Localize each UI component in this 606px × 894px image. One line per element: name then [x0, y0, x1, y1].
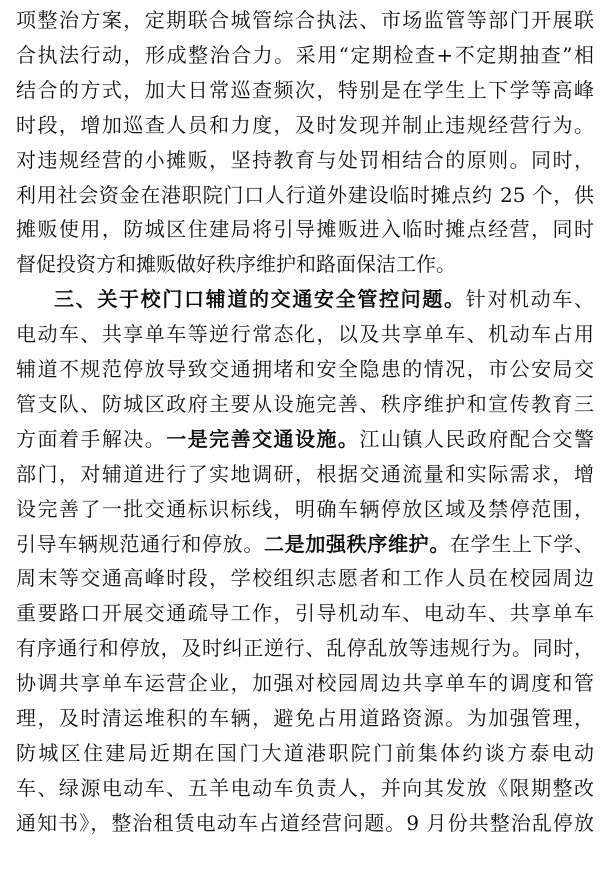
body-text: 利用社会资金在港职院门口人行道外建设临时摊点约 25 个，供 [16, 182, 594, 207]
text-line [16, 736, 594, 770]
body-text: 部门，对辅道进行了实地调研，根据交通流量和实际需求，增 [16, 461, 594, 486]
body-text: 结合的方式，加大日常巡查频次，特别是在学生上下学等高峰 [16, 77, 594, 102]
text-line [16, 422, 594, 456]
body-text: 摊贩使用，防城区住建局将引导摊贩进入临时摊点经营，同时 [16, 217, 594, 242]
body-text: 通知书》，整治租赁电动车占道经营问题。9 月份共整治乱停放 [16, 810, 594, 835]
body-text: 时段，增加巡查人员和力度，及时发现并制止违规经营行为。 [16, 112, 594, 137]
text-line [16, 806, 594, 840]
bold-heading-text: 一是完善交通设施。 [166, 426, 360, 451]
body-text: 管支队、防城区政府主要从设施完善、秩序维护和宣传教育三 [16, 391, 594, 416]
text-line [16, 3, 594, 37]
text-line [16, 666, 594, 700]
text-line [16, 527, 594, 561]
text-line [16, 771, 594, 805]
text-line [54, 282, 594, 316]
text-line [16, 631, 594, 665]
text-line [16, 212, 594, 246]
text-line [16, 561, 594, 595]
body-text: 车、绿源电动车、五羊电动车负责人，并向其发放《限期整改 [16, 775, 594, 800]
body-text: 理，及时清运堆积的车辆，避免占用道路资源。为加强管理， [16, 706, 594, 730]
text-line [16, 317, 594, 351]
body-text: 督促投资方和摊贩做好秩序维护和路面保洁工作。 [16, 252, 456, 277]
bold-heading-text: 二是加强秩序维护。 [264, 531, 450, 556]
bold-heading-text: 三、关于校门口辅道的交通安全管控问题。 [54, 287, 466, 312]
text-line [16, 143, 594, 177]
body-text: 重要路口开展交通疏导工作，引导机动车、电动车、共享单车 [16, 601, 594, 626]
body-text: 江山镇人民政府配合交警 [359, 426, 594, 451]
text-line [16, 387, 594, 421]
text-line [16, 701, 594, 735]
text-line [16, 38, 594, 72]
text-line [16, 352, 594, 386]
body-text: 在学生上下学、 [450, 531, 594, 556]
body-text: 协调共享单车运营企业，加强对校园周边共享单车的调度和管 [16, 671, 594, 696]
text-line [16, 492, 594, 526]
text-line [16, 247, 594, 281]
text-line [16, 457, 594, 491]
body-text: 设完善了一批交通标识标线，明确车辆停放区域及禁停范围， [16, 496, 594, 521]
body-text: 引导车辆规范通行和停放。 [16, 531, 264, 556]
body-text: 合执法行动，形成整治合力。采用“定期检查+不定期抽查”相 [16, 42, 594, 67]
body-text: 辅道不规范停放导致交通拥堵和安全隐患的情况，市公安局交 [16, 357, 594, 381]
text-line [16, 108, 594, 142]
body-text: 周末等交通高峰时段，学校组织志愿者和工作人员在校园周边 [16, 566, 594, 591]
body-text: 电动车、共享单车等逆行常态化，以及共享单车、机动车占用 [16, 322, 594, 347]
text-line [16, 178, 594, 212]
body-text: 方面着手解决。 [16, 426, 167, 451]
text-line [16, 596, 594, 630]
body-text: 防城区住建局近期在国门大道港职院门前集体约谈方泰电动 [16, 740, 594, 765]
body-text: 有序通行和停放，及时纠正逆行、乱停乱放等违规行为。同时， [16, 636, 594, 661]
body-text: 项整治方案，定期联合城管综合执法、市场监管等部门开展联 [16, 8, 594, 32]
body-text: 针对机动车、 [465, 287, 594, 312]
text-line [16, 73, 594, 107]
body-text: 对违规经营的小摊贩，坚持教育与处罚相结合的原则。同时， [16, 147, 594, 172]
